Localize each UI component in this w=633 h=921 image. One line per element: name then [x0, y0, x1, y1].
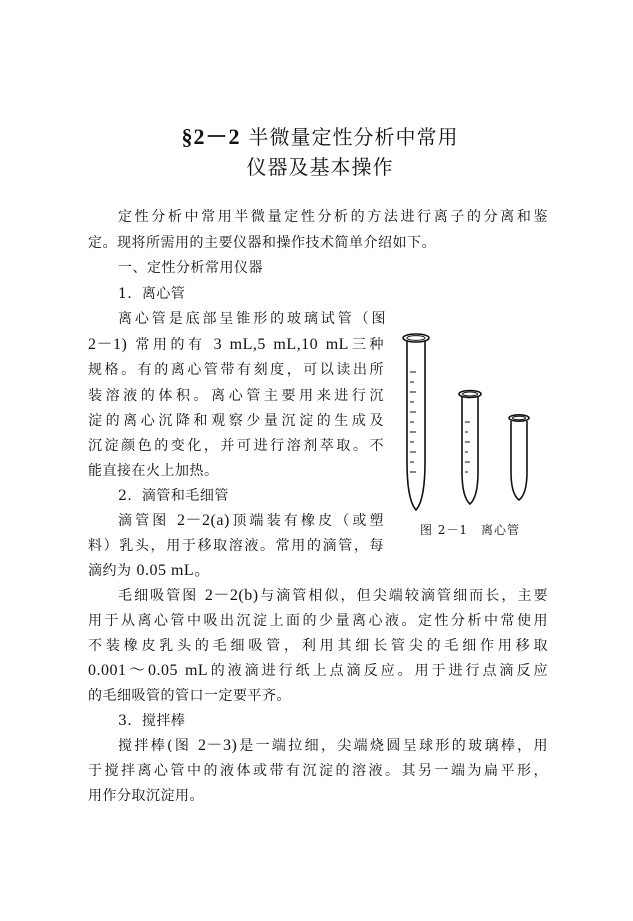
p1-line-1: 离心管是底部呈锥形的玻璃试管（图: [118, 311, 386, 327]
drop-volume: 0.05 mL。: [136, 562, 211, 579]
p4-line-2: 于搅拌离心管中的液体或带有沉淀的溶液。其另一端为扁平形，: [88, 763, 548, 779]
figure-caption: 图 2－1 离心管: [419, 523, 521, 537]
p1-line-3: 规格。有的离心管带有刻度，可以读出所: [88, 362, 384, 378]
p4-line-3: 用作分取沉淀用。: [88, 788, 204, 804]
p1-line-7: 能直接在火上加热。: [88, 463, 219, 479]
p4-line-1-end: 是一端拉细，尖端烧圆呈球形的玻璃棒，用: [237, 738, 549, 754]
p1-line-2-text: 常用的有: [135, 337, 206, 353]
p2-line-1: [118, 509, 384, 533]
intro-line-1: 定性分析中常用半微量定性分析的方法进行离子的分离和鉴: [118, 209, 548, 225]
fig-ref-2-2b: 2－2(b): [204, 587, 259, 604]
p3-line-1: [118, 584, 548, 608]
fig-ref-2-2a: 2－2(a): [177, 512, 230, 529]
p2-line-1-start: 滴管图: [118, 513, 170, 529]
item-heading-2: 2．滴管和毛细管: [118, 488, 229, 504]
p1-line-2: [88, 333, 384, 357]
p4-line-1-start: 搅拌棒(图: [118, 738, 192, 754]
medium-centrifuge-tube: [459, 391, 481, 505]
p3-line-4-end: 的液滴进行纸上点滴反应。用于进行点滴反应: [208, 663, 548, 679]
title-line-1: 半微量定性分析中常用: [248, 125, 459, 149]
intro-line-2: 定。现将所需用的主要仪器和操作技术简单介绍如下。: [88, 235, 436, 251]
p3-line-3: 不装橡皮乳头的毛细吸管，利用其细长管尖的毛细作用移取: [88, 638, 548, 654]
volume-values: 3 mL,5 mL,10 mL: [213, 336, 349, 353]
p3-line-2: 用于从离心管中吸出沉淀上面的少量离心液。定性分析中常使用: [88, 613, 548, 629]
p2-line-1-end: 顶端装有橡皮（或塑: [229, 513, 385, 529]
p3-line-1-start: 毛细吸管图: [118, 588, 199, 604]
p1-line-2-end: 三种: [348, 337, 385, 353]
p1-line-5: 淀的离心沉降和观察少量沉淀的生成及: [88, 413, 384, 429]
fig-ref-2-1: 2－1): [88, 336, 128, 353]
heading-instruments: 一、定性分析常用仪器: [118, 260, 263, 276]
p3-line-1-end: 与滴管相似，但尖端较滴管细而长，主要: [258, 588, 548, 604]
large-centrifuge-tube: [403, 334, 429, 510]
p3-line-5: 的毛细吸管的管口一定要平齐。: [88, 688, 291, 704]
p3-line-4: [88, 659, 548, 683]
section-title: [120, 122, 520, 182]
p1-line-4: 装溶液的体积。离心管主要用来进行沉: [88, 388, 384, 404]
item-heading-1: 1．离心管: [118, 286, 186, 302]
p2-line-3-start: 滴约为: [88, 563, 132, 579]
item-heading-3: 3．搅拌棒: [118, 713, 186, 729]
p1-line-6: 沉淀颜色的变化，并可进行溶剂萃取。不: [88, 438, 384, 454]
centrifuge-tubes-figure: [395, 332, 545, 517]
small-centrifuge-tube: [509, 415, 529, 500]
title-line-2: 仪器及基本操作: [246, 155, 394, 179]
fig-ref-2-3: 2－3): [198, 737, 238, 754]
p4-line-1: [118, 734, 548, 758]
capillary-volume-range: 0.001～0.05 mL: [88, 662, 209, 679]
section-number: §2－2: [181, 124, 241, 149]
p2-line-2: 料）乳头，用于移取溶液。常用的滴管，每: [88, 538, 384, 554]
p2-line-3: [88, 559, 211, 583]
